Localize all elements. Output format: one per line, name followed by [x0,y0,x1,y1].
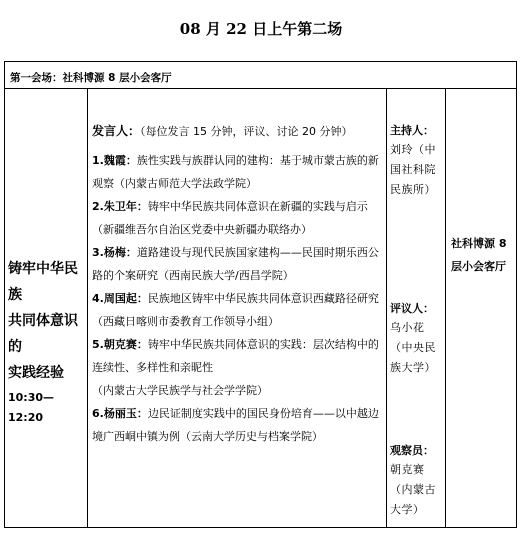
speakers-note: （每位发言 15 分钟，评议、讨论 20 分钟） [140,125,353,138]
table-border-right [516,61,517,528]
speaker-talk: 族性实践与族群认同的建构：基于城市蒙古族的新观察（内蒙古师范大学法政学院） [92,154,379,190]
topic-cell [8,256,88,428]
column-divider-speakers [386,88,387,528]
speaker-talk: 铸牢中华民族共同体意识的实践：层次结构中的连续性、多样性和亲昵性 [92,338,379,374]
speaker-number: 5. [92,338,104,351]
speaker-name: 朝克赛： [103,338,148,351]
speakers-intro [92,122,384,141]
speaker-talk: 道路建设与现代民族国家建构——民国时期乐西公路的个案研究（西南民族大学/西昌学院） [92,246,379,282]
speaker-number: 4. [92,292,104,305]
speaker-name: 杨梅： [103,246,137,259]
observer-value: 朝克赛（内蒙古大学） [390,463,436,516]
speaker-number: 2. [92,200,104,213]
speaker-entry [92,333,384,379]
speaker-talk: 铸牢中华民族共同体意识在新疆的实践与启示（新疆维吾尔自治区党委中央新疆办联络办） [92,200,368,236]
speaker-entry [92,402,384,448]
speaker-number: 3. [92,246,104,259]
speaker-entry [92,241,384,287]
reviewer-value: 乌小花（中央民族大学） [390,321,436,374]
page-title: 08 月 22 日上午第二场 [179,20,343,38]
speakers-label: 发言人： [92,124,141,138]
speaker-entry [92,195,384,241]
topic-line: 实践经验 [8,365,64,381]
topic-line: 共同体意识的 [8,313,78,355]
speakers-cell [92,122,384,448]
topic-line: 铸牢中华民族 [8,261,78,303]
speaker-number: 6. [92,407,104,420]
observer-block [390,442,446,520]
table-border-top [4,61,517,62]
host-value: 刘玲（中国社科院民族所） [390,143,436,196]
speaker-name: 朱卫年： [103,200,148,213]
table-row-divider [4,88,517,89]
host-block [390,122,446,200]
speaker-list [92,149,384,448]
speaker-entry [92,149,384,195]
table-border-left [4,61,5,528]
speaker-name: 杨丽玉： [103,407,148,420]
reviewer-label: 评议人： [390,302,434,315]
session-time: 10:30—12:20 [8,391,55,424]
venue-cell: 社科博源 8 层小会客厅 [451,237,507,273]
speaker-entry [92,287,384,333]
speaker-name: 周国起： [103,292,148,305]
speaker-talk: 民族地区铸牢中华民族共同体意识西藏路径研究（西藏日喀则市委教育工作领导小组） [92,292,379,328]
observer-label: 观察员： [390,444,434,457]
speaker-number: 1. [92,154,104,167]
table-border-bottom [4,527,517,528]
speaker-talk: （内蒙古大学民族学与社会学学院） [92,384,268,397]
speaker-name: 魏霞： [103,154,137,167]
session-label: 第一会场：社科博源 8 层小会客厅 [10,72,172,84]
host-label: 主持人： [390,124,434,137]
speaker-entry [92,379,384,402]
speaker-talk: 边民证制度实践中的国民身份培育——以中越边境广西峒中镇为例（云南大学历史与档案学院） [92,407,379,443]
reviewer-block [390,300,446,378]
